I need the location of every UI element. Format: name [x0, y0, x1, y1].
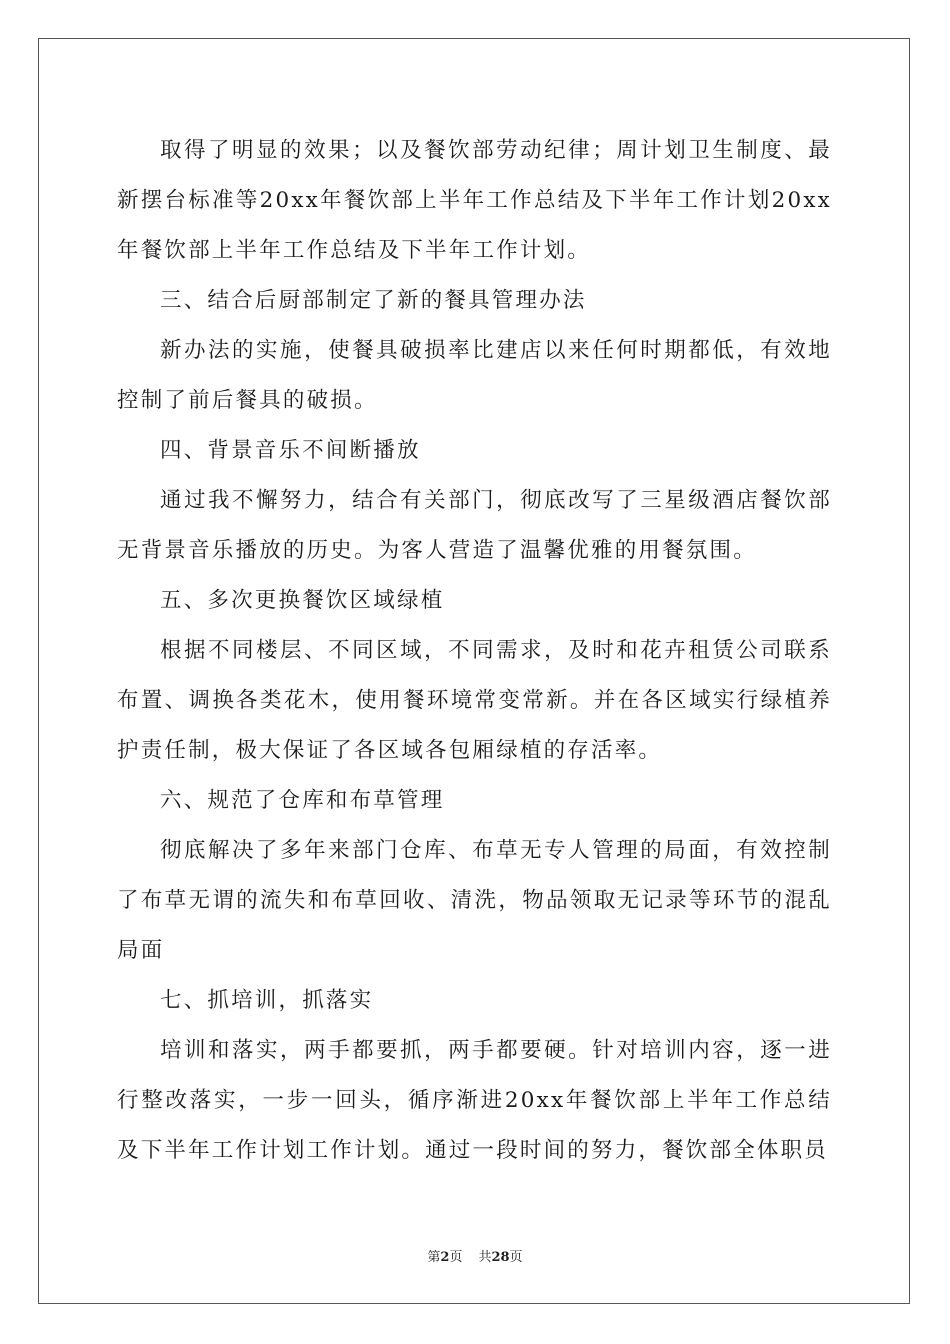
section-heading: 四、背景音乐不间断播放 [160, 438, 421, 463]
section-heading: 六、规范了仓库和布草管理 [160, 788, 445, 813]
current-page-number: 2 [440, 1250, 450, 1265]
total-page-count: 28 [491, 1250, 510, 1265]
page-footer [0, 1246, 950, 1265]
section-heading: 五、多次更换餐饮区域绿植 [160, 588, 445, 613]
paragraph: 新办法的实施，使餐具破损率比建店以来任何时期都低，有效地控制了前后餐具的破损。 [117, 338, 832, 413]
section-heading: 七、抓培训，抓落实 [160, 988, 374, 1013]
section-heading: 三、结合后厨部制定了新的餐具管理办法 [160, 288, 587, 313]
page-prefix: 第 [427, 1250, 441, 1265]
paragraph: 培训和落实，两手都要抓，两手都要硬。针对培训内容，逐一进行整改落实，一步一回头，循序渐进20xx年餐饮部上半年工作总结及下半年工作计划工作计划。通过一段时间的努力，餐饮部全体职员 [117, 1038, 832, 1163]
paragraph: 根据不同楼层、不同区域，不同需求，及时和花卉租赁公司联系布置、调换各类花木，使用餐环境常变常新。并在各区域实行绿植养护责任制，极大保证了各区域各包厢绿植的存活率。 [117, 638, 832, 763]
total-prefix: 共 [478, 1250, 492, 1265]
paragraph: 通过我不懈努力，结合有关部门，彻底改写了三星级酒店餐饮部无背景音乐播放的历史。为客人营造了温馨优雅的用餐氛围。 [117, 488, 832, 563]
document-body [117, 126, 832, 1176]
paragraph: 彻底解决了多年来部门仓库、布草无专人管理的局面，有效控制了布草无谓的流失和布草回收、清洗，物品领取无记录等环节的混乱局面 [117, 838, 832, 963]
paragraph: 取得了明显的效果；以及餐饮部劳动纪律；周计划卫生制度、最新摆台标准等20xx年餐饮部上半年工作总结及下半年工作计划20xx年餐饮部上半年工作总结及下半年工作计划。 [117, 138, 832, 263]
page-suffix: 页 [449, 1250, 463, 1265]
total-suffix: 页 [509, 1250, 523, 1265]
